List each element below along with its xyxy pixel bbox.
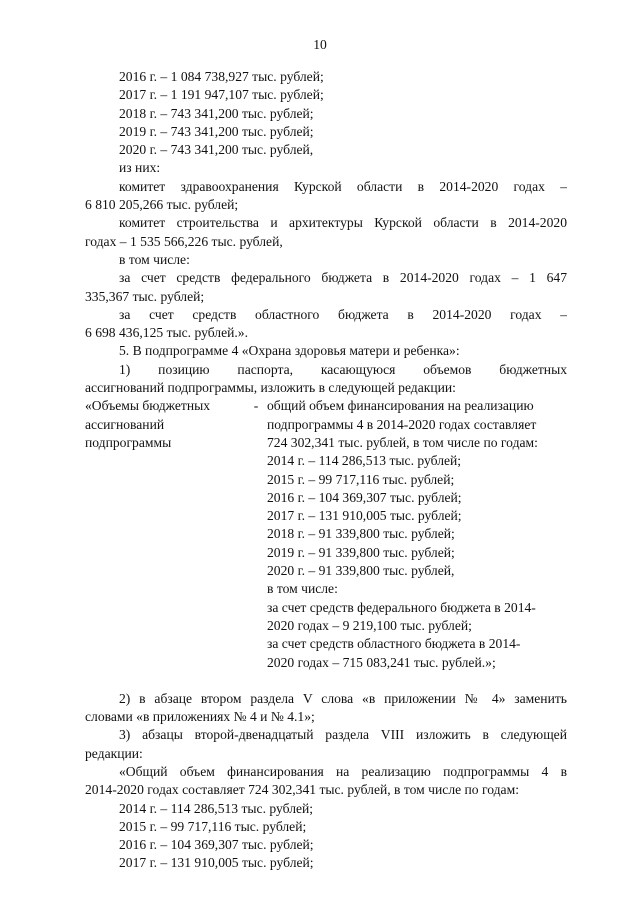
text-line: 5. В подпрограмме 4 «Охрана здоровья матери и ребенка»:	[119, 343, 460, 359]
dash-symbol: -	[253, 398, 259, 414]
text-line: комитет строительства и архитектуры Курской области в 2014-2020	[119, 215, 567, 231]
text-line: 2018 г. – 91 339,800 тыс. рублей;	[267, 526, 455, 542]
page-number: 10	[313, 37, 327, 52]
text-line: за счет средств областного бюджета в 2014-2020 годах –	[119, 306, 567, 322]
text-line: 724 302,341 тыс. рублей, в том числе по годам:	[267, 434, 538, 450]
passport-table	[85, 397, 567, 671]
text-line: словами «в приложениях № 4 и № 4.1»;	[85, 709, 315, 725]
text-line: из них:	[119, 160, 161, 176]
text-line: 2020 г. – 743 341,200 тыс. рублей,	[119, 142, 314, 158]
text-line: 2014-2020 годах составляет 724 302,341 тыс. рублей, в том числе по годам:	[85, 782, 519, 798]
text-line: за счет средств федерального бюджета в 2014-	[267, 599, 536, 615]
text-line: 2015 г. – 99 717,116 тыс. рублей;	[119, 818, 307, 834]
passport-value	[263, 397, 567, 671]
text-line: годах – 1 535 566,226 тыс. рублей,	[85, 233, 283, 249]
text-line: 2016 г. – 1 084 738,927 тыс. рублей;	[119, 69, 324, 84]
text-line: 2017 г. – 131 910,005 тыс. рублей;	[119, 855, 314, 871]
text-line: ассигнований подпрограммы, изложить в следующей редакции:	[85, 380, 456, 396]
text-line: 2014 г. – 114 286,513 тыс. рублей;	[267, 453, 462, 469]
text-line: 2019 г. – 743 341,200 тыс. рублей;	[119, 123, 314, 139]
text-line: 2020 годах – 715 083,241 тыс. рублей.»;	[267, 654, 496, 670]
text-line: «Объемы бюджетных	[85, 398, 211, 414]
text-line: 2017 г. – 131 910,005 тыс. рублей;	[267, 508, 462, 524]
text-line: 2018 г. – 743 341,200 тыс. рублей;	[119, 105, 314, 121]
text-line: ассигнований	[85, 416, 165, 432]
text-line: 2) в абзаце втором раздела V слова «в приложении № 4» заменить	[119, 690, 567, 706]
text-line: 1) позицию паспорта, касающуюся объемов бюджетных	[119, 361, 567, 377]
text-line: 2014 г. – 114 286,513 тыс. рублей;	[119, 800, 314, 816]
passport-dash	[249, 397, 263, 671]
text-line: за счет средств областного бюджета в 2014-	[267, 636, 521, 652]
text-line: 335,367 тыс. рублей;	[85, 288, 205, 304]
text-line: 2015 г. – 99 717,116 тыс. рублей;	[267, 471, 455, 487]
text-line: за счет средств федерального бюджета в 2014-2020 годах – 1 647	[119, 270, 567, 286]
text-line: 6 698 436,125 тыс. рублей.».	[85, 325, 248, 341]
text-line: подпрограммы 4 в 2014-2020 годах составляет	[267, 416, 537, 432]
text-line: в том числе:	[267, 581, 338, 597]
text-line: 2020 годах – 9 219,100 тыс. рублей;	[267, 617, 472, 633]
text-line: в том числе:	[119, 251, 190, 267]
text-line: комитет здравоохранения Курской области в 2014-2020 годах –	[119, 178, 567, 194]
text-line: 2016 г. – 104 369,307 тыс. рублей;	[119, 837, 314, 853]
text-line: редакции:	[85, 745, 143, 761]
text-line: 6 810 205,266 тыс. рублей;	[85, 197, 239, 213]
text-line: 2019 г. – 91 339,800 тыс. рублей;	[267, 544, 455, 560]
text-line: подпрограммы	[85, 434, 172, 450]
text-line: «Общий объем финансирования на реализацию подпрограммы 4 в	[119, 763, 567, 779]
text-line: 2016 г. – 104 369,307 тыс. рублей;	[267, 489, 462, 505]
text-line: 2020 г. – 91 339,800 тыс. рублей,	[267, 563, 455, 579]
text-line: общий объем финансирования на реализацию	[267, 398, 534, 414]
text-line: 3) абзацы второй-двенадцатый раздела VIII изложить в следующей	[119, 727, 567, 743]
passport-label	[85, 397, 249, 671]
paragraph-gap	[85, 672, 567, 690]
document-body	[85, 68, 567, 873]
text-line: 2017 г. – 1 191 947,107 тыс. рублей;	[119, 87, 324, 103]
